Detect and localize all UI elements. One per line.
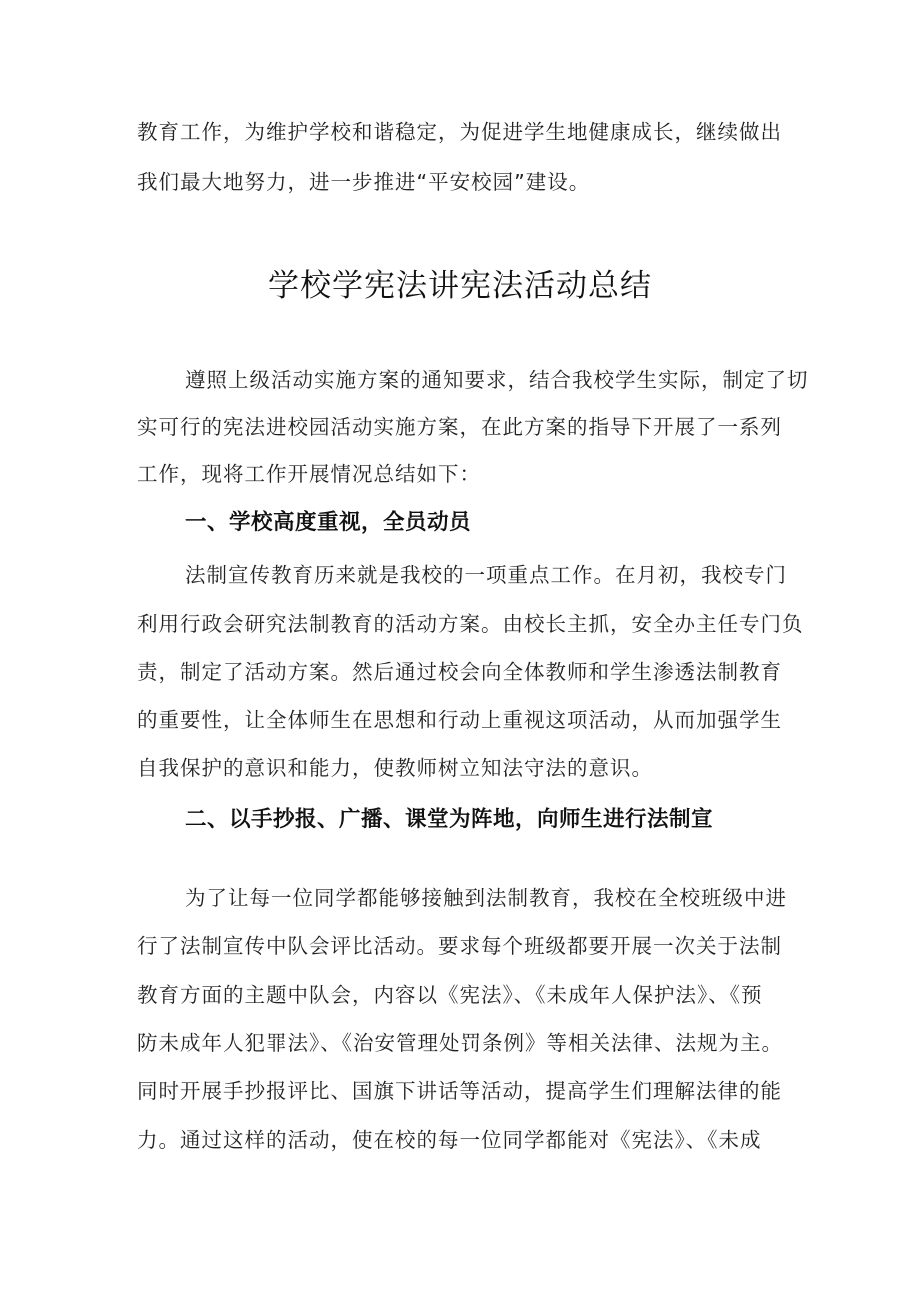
page-title: 学校学宪法讲宪法活动总结 (268, 268, 652, 304)
section-1-line-5: 自我保护的意识和能力，使教师树立知法守法的意识。 (137, 756, 653, 780)
section-2-line-1: 为了让每一位同学都能够接触到法制教育，我校在全校班级中进 (185, 886, 787, 910)
opening-line-1: 遵照上级活动实施方案的通知要求，结合我校学生实际，制定了切 (185, 368, 809, 392)
section-2-line-3: 教育方面的主题中队会，内容以《宪法》、《未成年人保护法》、《预 (137, 983, 763, 1007)
section-1-line-3: 责，制定了活动方案。然后通过校会向全体教师和学生渗透法制教育 (137, 660, 782, 684)
section-1-line-1: 法制宣传教育历来就是我校的一项重点工作。在月初，我校专门 (185, 563, 787, 587)
section-2-line-5: 同时开展手抄报评比、国旗下讲话等活动，提高学生们理解法律的能 (137, 1079, 782, 1103)
section-1-line-2: 利用行政会研究法制教育的活动方案。由校长主抓，安全办主任专门负 (137, 612, 804, 636)
section-1-heading: 一、学校高度重视，全员动员 (185, 510, 472, 535)
section-2-line-6: 力。通过这样的活动，使在校的每一位同学都能对《宪法》、《未成 (137, 1128, 762, 1152)
section-1-line-4: 的重要性，让全体师生在思想和行动上重视这项活动，从而加强学生 (137, 708, 782, 732)
section-2-line-4: 防未成年人犯罪法》、《治安管理处罚条例》等相关法律、法规为主。 (137, 1031, 783, 1055)
section-2-line-2: 行了法制宣传中队会评比活动。要求每个班级都要开展一次关于法制 (137, 934, 782, 958)
intro-line-2: 我们最大地努力，进一步推进“平安校园”建设。 (137, 170, 591, 194)
intro-line-1: 教育工作，为维护学校和谐稳定，为促进学生地健康成长，继续做出 (137, 120, 782, 144)
opening-line-3: 工作，现将工作开展情况总结如下： (137, 462, 481, 486)
section-2-heading: 二、以手抄报、广播、课堂为阵地，向师生进行法制宣 (185, 807, 714, 832)
opening-line-2: 实可行的宪法进校园活动实施方案，在此方案的指导下开展了一系列 (137, 415, 782, 439)
